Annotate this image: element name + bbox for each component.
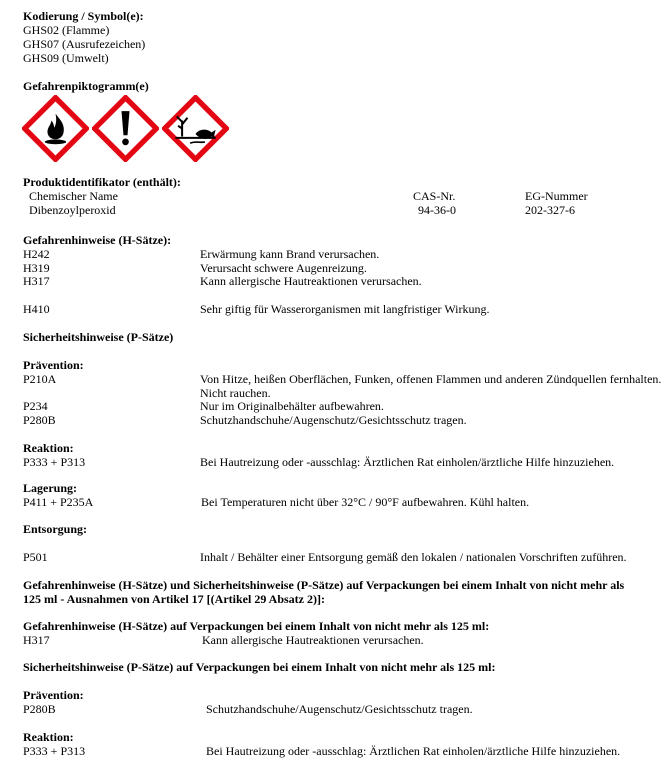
p-text: Inhalt / Behälter einer Entsorgung gemäß den lokalen / nationalen Vorschriften zuführen. [200,550,627,564]
h-heading: Gefahrenhinweise (H-Sätze): [23,233,172,247]
h-code: H319 [23,261,50,275]
p-text: Bei Hautreizung oder -ausschlag: Ärztlichen Rat einholen/ärztliche Hilfe hinzuziehen. [206,744,621,758]
small-packaging-heading: Gefahrenhinweise (H-Sätze) und Sicherheitshinweise (P-Sätze) auf Verpackungen bei einem Inhalt von nicht mehr als [23,578,625,592]
p-code: P210A [23,372,57,386]
product-col-name: Chemischer Name [29,189,118,203]
h-text: Kann allergische Hautreaktionen verursachen. [202,633,424,647]
environment-pictogram-icon [162,95,229,162]
reaction-heading: Reaktion: [23,441,74,455]
p-code: P501 [23,550,48,564]
prevention-heading: Prävention: [23,688,84,702]
product-col-eg: EG-Nummer [525,189,588,203]
p-text: Bei Hautreizung oder -ausschlag: Ärztlichen Rat einholen/ärztliche Hilfe hinzuziehen. [200,455,615,469]
p-code: P280B [23,413,56,427]
h-text: Verursacht schwere Augenreizung. [200,261,367,275]
p-code: P234 [23,399,48,413]
coding-line: GHS02 (Flamme) [23,23,110,37]
p-heading: Sicherheitshinweise (P-Sätze) [23,330,174,344]
coding-heading: Kodierung / Symbol(e): [23,9,144,23]
product-name: Dibenzoylperoxid [29,203,116,217]
small-p-heading: Sicherheitshinweise (P-Sätze) auf Verpackungen bei einem Inhalt von nicht mehr als 125 ml: [23,660,496,674]
product-col-cas: CAS-Nr. [413,189,456,203]
coding-line: GHS07 (Ausrufezeichen) [23,37,146,51]
p-text: Bei Temperaturen nicht über 32°C / 90°F aufbewahren. Kühl halten. [201,495,530,509]
h-text: Sehr giftig für Wasserorganismen mit langfristiger Wirkung. [200,302,490,316]
p-text: Schutzhandschuhe/Augenschutz/Gesichtsschutz tragen. [206,702,473,716]
product-eg: 202-327-6 [525,203,575,217]
product-cas: 94-36-0 [418,203,456,217]
h-code: H410 [23,302,50,316]
p-code: P333 + P313 [23,744,86,758]
p-code: P280B [23,702,56,716]
p-text: Von Hitze, heißen Oberflächen, Funken, offenen Flammen und anderen Zündquellen fernhalten. Nicht rauchen. [200,372,662,400]
reaction-heading: Reaktion: [23,730,74,744]
coding-line: GHS09 (Umwelt) [23,51,109,65]
small-packaging-heading: 125 ml - Ausnahmen von Artikel 17 [(Artikel 29 Absatz 2)]: [23,592,325,606]
small-h-heading: Gefahrenhinweise (H-Sätze) auf Verpackungen bei einem Inhalt von nicht mehr als 125 ml: [23,619,490,633]
p-text: Nur im Originalbehälter aufbewahren. [200,399,384,413]
h-text: Kann allergische Hautreaktionen verursachen. [200,274,422,288]
p-text: Schutzhandschuhe/Augenschutz/Gesichtsschutz tragen. [200,413,467,427]
product-heading: Produktidentifikator (enthält): [23,175,181,189]
h-code: H317 [23,274,50,288]
pictograms-heading: Gefahrenpiktogramm(e) [23,79,149,93]
h-code: H242 [23,247,50,261]
prevention-heading: Prävention: [23,358,84,372]
p-code: P411 + P235A [23,495,94,509]
h-text: Erwärmung kann Brand verursachen. [200,247,380,261]
disposal-heading: Entsorgung: [23,522,88,536]
storage-heading: Lagerung: [23,481,77,495]
exclamation-pictogram-icon [92,95,159,162]
p-code: P333 + P313 [23,455,86,469]
h-code: H317 [23,633,50,647]
flame-pictogram-icon [22,95,89,162]
